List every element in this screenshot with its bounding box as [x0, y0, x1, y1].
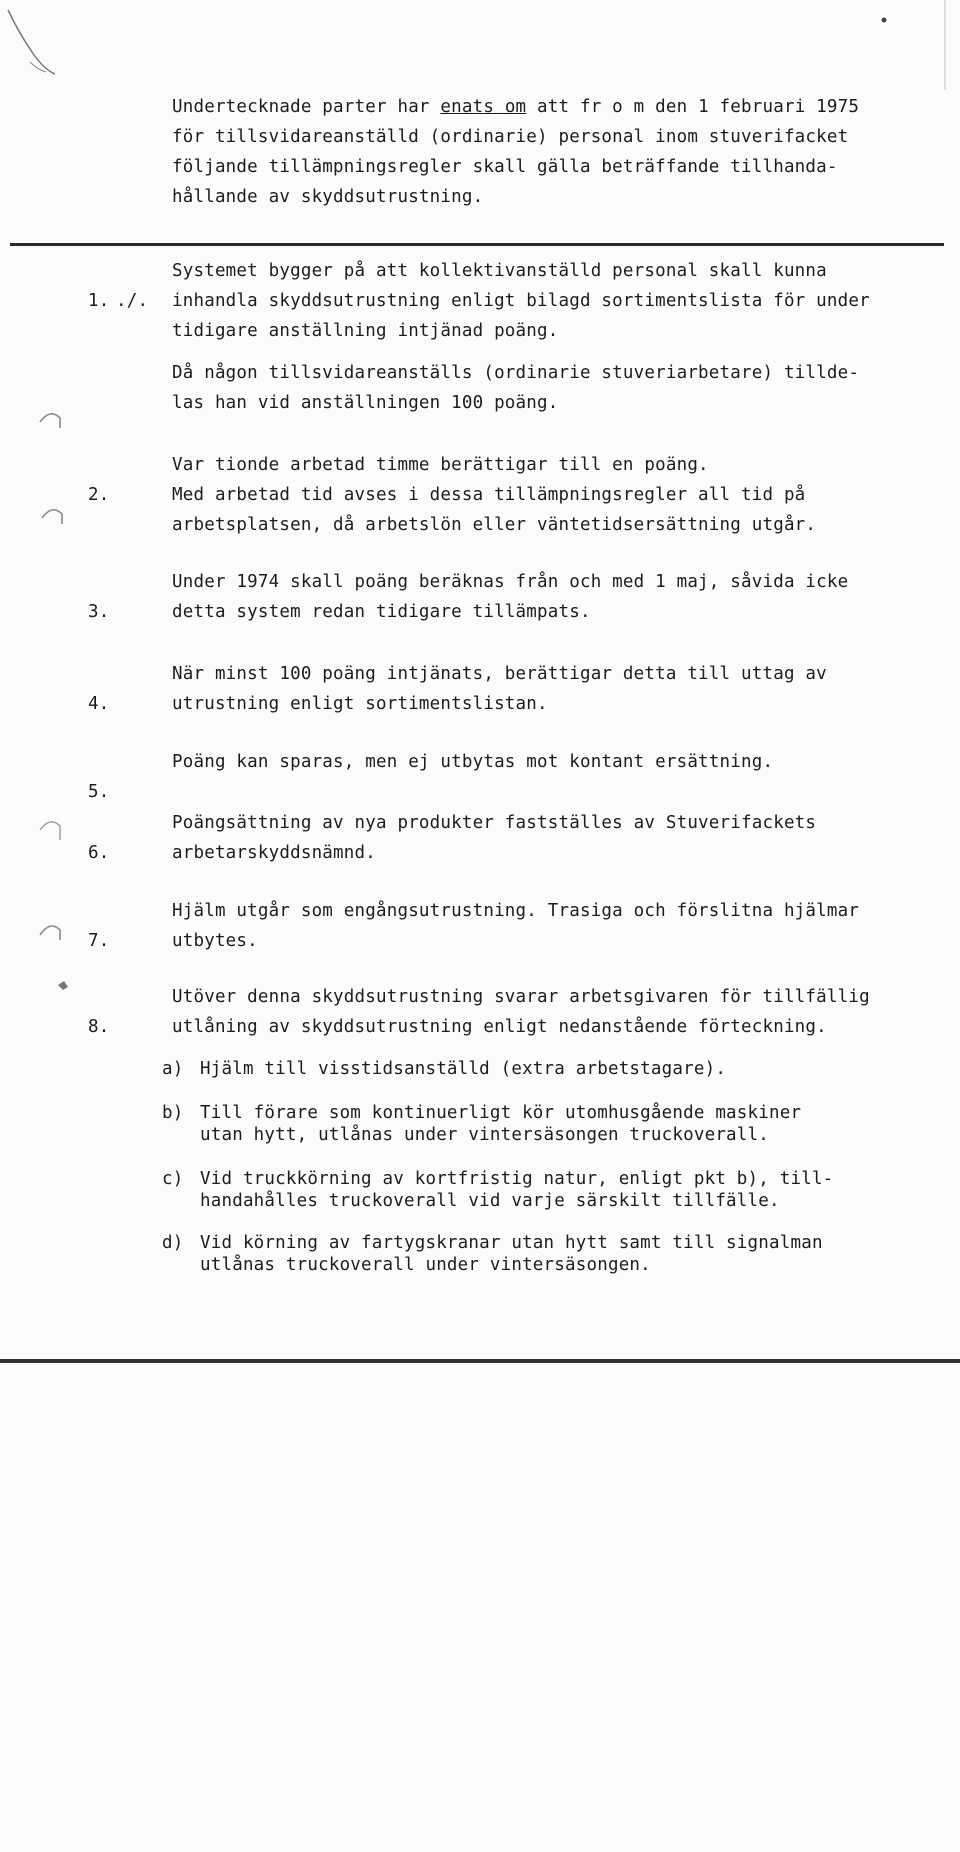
subitem-label: d) — [162, 1233, 184, 1253]
intro-line-4: hållande av skyddsutrustning. — [172, 187, 484, 207]
item-text: När minst 100 poäng intjänats, berättigar detta till uttag av utrustning enligt sortimentslistan. — [172, 664, 827, 714]
item-text: Utöver denna skyddsutrustning svarar arbetsgivaren för tillfällig utlåning av skyddsutrustning enligt nedanstående förteckning. — [172, 987, 870, 1037]
rule-item-8 — [0, 982, 960, 1852]
subitem-text: Till förare som kontinuerligt kör utomhusgående maskiner utan hytt, utlånas under vintersäsongen truckoverall. — [200, 1103, 802, 1145]
intro-line-3: följande tillämpningsregler skall gälla beträffande tillhanda- — [172, 157, 838, 177]
subitem-text: Vid truckkörning av kortfristig natur, enligt pkt b), till- handahålles truckoverall vid varje särskilt tillfälle. — [200, 1169, 834, 1211]
item-number: 6. — [88, 843, 110, 863]
rule-item-2 — [0, 450, 960, 570]
subitem-text: Hjälm till visstidsanställd (extra arbetstagare). — [200, 1059, 727, 1079]
subitem-text: Vid körning av fartygskranar utan hytt samt till signalman utlånas truckoverall under vintersäsongen. — [200, 1233, 823, 1275]
item-text: Poängsättning av nya produkter fastställes av Stuverifackets arbetarskyddsnämnd. — [172, 813, 817, 863]
separator-rule — [10, 243, 944, 246]
bottom-edge-rule — [0, 1359, 960, 1363]
item-number: 2. — [88, 485, 110, 505]
intro-text: Undertecknade parter har — [172, 97, 441, 117]
subitem-label: c) — [162, 1169, 184, 1189]
attachment-mark: ./. — [116, 291, 149, 311]
subitem-d — [0, 1233, 960, 1792]
item-text: Hjälm utgår som engångsutrustning. Trasiga och förslitna hjälmar utbytes. — [172, 901, 860, 951]
item-text: Poäng kan sparas, men ej utbytas mot kontant ersättning. — [172, 752, 774, 772]
item-number: 1. — [88, 291, 110, 311]
item-text: Under 1974 skall poäng beräknas från och med 1 maj, såvida icke detta system redan tidigare tillämpats. — [172, 572, 849, 622]
intro-line-2: för tillsvidareanställd (ordinarie) personal inom stuverifacket — [172, 127, 849, 147]
intro-text: att fr o m den 1 februari 1975 — [526, 97, 860, 117]
item-number: 7. — [88, 931, 110, 951]
item-number: 8. — [88, 1017, 110, 1037]
item-number: 4. — [88, 694, 110, 714]
intro-line-1 — [172, 97, 859, 117]
intro-paragraph — [172, 92, 942, 212]
intro-underlined-text: enats om — [440, 97, 527, 117]
rule-item-1 — [0, 256, 960, 436]
item-number: 3. — [88, 602, 110, 622]
subitem-label: a) — [162, 1059, 184, 1079]
item-text: Systemet bygger på att kollektivanställd personal skall kunna inhandla skyddsutrustning enligt bilagd sortimentslista för under tidigare anställning intjänad poäng. — [172, 261, 870, 341]
item-text: Då någon tillsvidareanställs (ordinarie stuveriarbetare) tillde- las han vid anställningen 100 poäng. — [172, 363, 860, 413]
subitem-label: b) — [162, 1103, 184, 1123]
item-number: 5. — [88, 782, 110, 802]
item-text: Var tionde arbetad timme berättigar till en poäng. Med arbetad tid avses i dessa tillämpningsregler all tid på arbetsplatsen, då arbetslön eller väntetidsersättning utgår. — [172, 455, 817, 535]
corner-scribble — [8, 10, 55, 74]
